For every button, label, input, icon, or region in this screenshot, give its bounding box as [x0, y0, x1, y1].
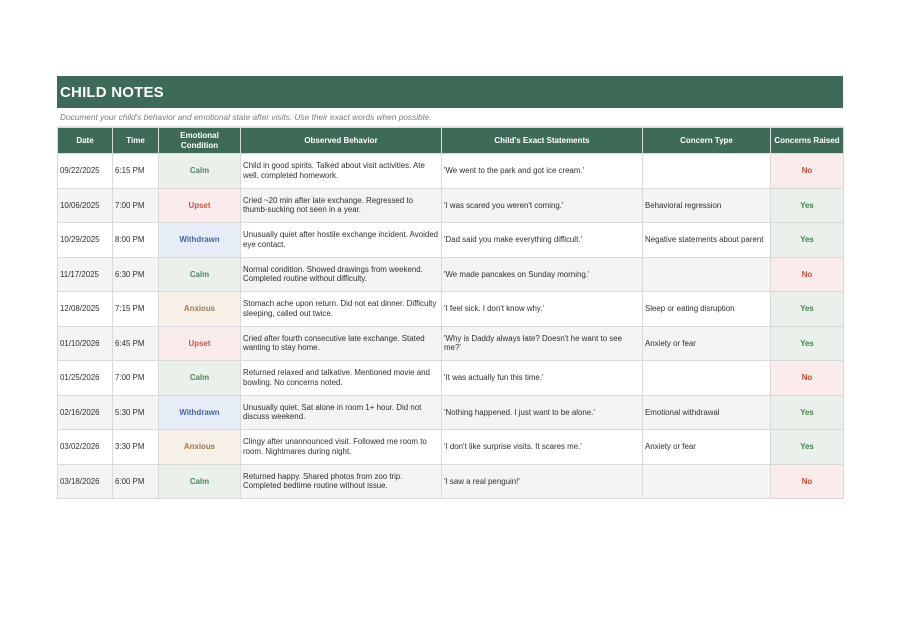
- concerns-raised-cell[interactable]: Yes: [771, 430, 844, 465]
- concerns-raised-cell[interactable]: No: [771, 361, 844, 396]
- observed-behavior-cell[interactable]: Clingy after unannounced visit. Followed me room to room. Nightmares during night.: [241, 430, 442, 465]
- observed-behavior-cell[interactable]: Unusually quiet after hostile exchange incident. Avoided eye contact.: [241, 223, 442, 258]
- time-cell[interactable]: 7:00 PM: [113, 188, 159, 223]
- exact-statement-cell[interactable]: 'I don't like surprise visits. It scares me.': [442, 430, 643, 465]
- time-cell[interactable]: 5:30 PM: [113, 395, 159, 430]
- exact-statement-cell[interactable]: 'Dad said you make everything difficult.': [442, 223, 643, 258]
- table-row[interactable]: [58, 257, 844, 292]
- observed-behavior-cell[interactable]: Returned relaxed and talkative. Mentioned movie and bowling. No concerns noted.: [241, 361, 442, 396]
- date-cell[interactable]: 01/25/2026: [58, 361, 113, 396]
- concern-type-cell[interactable]: [643, 361, 771, 396]
- emotional-condition-cell[interactable]: Withdrawn: [159, 223, 241, 258]
- observed-behavior-cell[interactable]: Cried after fourth consecutive late exchange. Stated wanting to stay home.: [241, 326, 442, 361]
- emotional-condition-cell[interactable]: Calm: [159, 464, 241, 499]
- column-header-date[interactable]: Date: [58, 128, 113, 154]
- concerns-raised-cell[interactable]: Yes: [771, 292, 844, 327]
- table-row[interactable]: [58, 361, 844, 396]
- table-row[interactable]: [58, 188, 844, 223]
- concern-type-cell[interactable]: Anxiety or fear: [643, 430, 771, 465]
- table-row[interactable]: [58, 430, 844, 465]
- concerns-raised-cell[interactable]: Yes: [771, 326, 844, 361]
- emotional-condition-cell[interactable]: Upset: [159, 326, 241, 361]
- emotional-condition-cell[interactable]: Withdrawn: [159, 395, 241, 430]
- concerns-raised-cell[interactable]: No: [771, 464, 844, 499]
- time-cell[interactable]: 7:15 PM: [113, 292, 159, 327]
- concerns-raised-cell[interactable]: Yes: [771, 223, 844, 258]
- exact-statement-cell[interactable]: 'I saw a real penguin!': [442, 464, 643, 499]
- exact-statement-cell[interactable]: 'Why is Daddy always late? Doesn't he want to see me?': [442, 326, 643, 361]
- column-header-time[interactable]: Time: [113, 128, 159, 154]
- date-cell[interactable]: 10/06/2025: [58, 188, 113, 223]
- emotional-condition-cell[interactable]: Anxious: [159, 430, 241, 465]
- concern-type-cell[interactable]: Sleep or eating disruption: [643, 292, 771, 327]
- column-header-emotional-condition[interactable]: Emotional Condition: [159, 128, 241, 154]
- date-cell[interactable]: 03/02/2026: [58, 430, 113, 465]
- time-cell[interactable]: 7:00 PM: [113, 361, 159, 396]
- exact-statement-cell[interactable]: 'We went to the park and got ice cream.': [442, 154, 643, 189]
- table-row[interactable]: [58, 292, 844, 327]
- table-header-row: [58, 128, 844, 154]
- concerns-raised-cell[interactable]: No: [771, 257, 844, 292]
- table-row[interactable]: [58, 326, 844, 361]
- concern-type-cell[interactable]: [643, 154, 771, 189]
- concern-type-cell[interactable]: Negative statements about parent: [643, 223, 771, 258]
- time-cell[interactable]: 6:15 PM: [113, 154, 159, 189]
- concerns-raised-cell[interactable]: Yes: [771, 188, 844, 223]
- concern-type-cell[interactable]: [643, 464, 771, 499]
- table-row[interactable]: [58, 223, 844, 258]
- table-row[interactable]: [58, 395, 844, 430]
- column-header-exact-statements[interactable]: Child's Exact Statements: [442, 128, 643, 154]
- exact-statement-cell[interactable]: 'I feel sick. I don't know why.': [442, 292, 643, 327]
- emotional-condition-cell[interactable]: Upset: [159, 188, 241, 223]
- concern-type-cell[interactable]: Behavioral regression: [643, 188, 771, 223]
- table-row[interactable]: [58, 154, 844, 189]
- date-cell[interactable]: 10/29/2025: [58, 223, 113, 258]
- emotional-condition-cell[interactable]: Anxious: [159, 292, 241, 327]
- date-cell[interactable]: 02/16/2026: [58, 395, 113, 430]
- column-header-concerns-raised[interactable]: Concerns Raised: [771, 128, 844, 154]
- exact-statement-cell[interactable]: 'I was scared you weren't coming.': [442, 188, 643, 223]
- table-row[interactable]: [58, 464, 844, 499]
- time-cell[interactable]: 8:00 PM: [113, 223, 159, 258]
- child-notes-sheet: [57, 76, 843, 499]
- observed-behavior-cell[interactable]: Stomach ache upon return. Did not eat dinner. Difficulty sleeping, called out twice.: [241, 292, 442, 327]
- date-cell[interactable]: 12/08/2025: [58, 292, 113, 327]
- time-cell[interactable]: 6:00 PM: [113, 464, 159, 499]
- date-cell[interactable]: 03/18/2026: [58, 464, 113, 499]
- exact-statement-cell[interactable]: 'It was actually fun this time.': [442, 361, 643, 396]
- page-subtitle: Document your child's behavior and emotional state after visits. Use their exact words when possible.: [57, 108, 843, 127]
- concern-type-cell[interactable]: Emotional withdrawal: [643, 395, 771, 430]
- column-header-concern-type[interactable]: Concern Type: [643, 128, 771, 154]
- concerns-raised-cell[interactable]: No: [771, 154, 844, 189]
- time-cell[interactable]: 3:30 PM: [113, 430, 159, 465]
- notes-table: [57, 127, 844, 499]
- concern-type-cell[interactable]: Anxiety or fear: [643, 326, 771, 361]
- observed-behavior-cell[interactable]: Child in good spirits. Talked about visit activities. Ate well, completed homework.: [241, 154, 442, 189]
- observed-behavior-cell[interactable]: Normal condition. Showed drawings from weekend. Completed routine without difficulty.: [241, 257, 442, 292]
- observed-behavior-cell[interactable]: Returned happy. Shared photos from zoo trip. Completed bedtime routine without issue.: [241, 464, 442, 499]
- column-header-observed-behavior[interactable]: Observed Behavior: [241, 128, 442, 154]
- time-cell[interactable]: 6:30 PM: [113, 257, 159, 292]
- exact-statement-cell[interactable]: 'Nothing happened. I just want to be alone.': [442, 395, 643, 430]
- emotional-condition-cell[interactable]: Calm: [159, 154, 241, 189]
- time-cell[interactable]: 6:45 PM: [113, 326, 159, 361]
- observed-behavior-cell[interactable]: Cried ~20 min after late exchange. Regressed to thumb-sucking not seen in a year.: [241, 188, 442, 223]
- exact-statement-cell[interactable]: 'We made pancakes on Sunday morning.': [442, 257, 643, 292]
- emotional-condition-cell[interactable]: Calm: [159, 361, 241, 396]
- date-cell[interactable]: 11/17/2025: [58, 257, 113, 292]
- observed-behavior-cell[interactable]: Unusually quiet. Sat alone in room 1+ hour. Did not discuss weekend.: [241, 395, 442, 430]
- date-cell[interactable]: 01/10/2026: [58, 326, 113, 361]
- emotional-condition-cell[interactable]: Calm: [159, 257, 241, 292]
- concern-type-cell[interactable]: [643, 257, 771, 292]
- page-title: CHILD NOTES: [57, 76, 843, 108]
- concerns-raised-cell[interactable]: Yes: [771, 395, 844, 430]
- date-cell[interactable]: 09/22/2025: [58, 154, 113, 189]
